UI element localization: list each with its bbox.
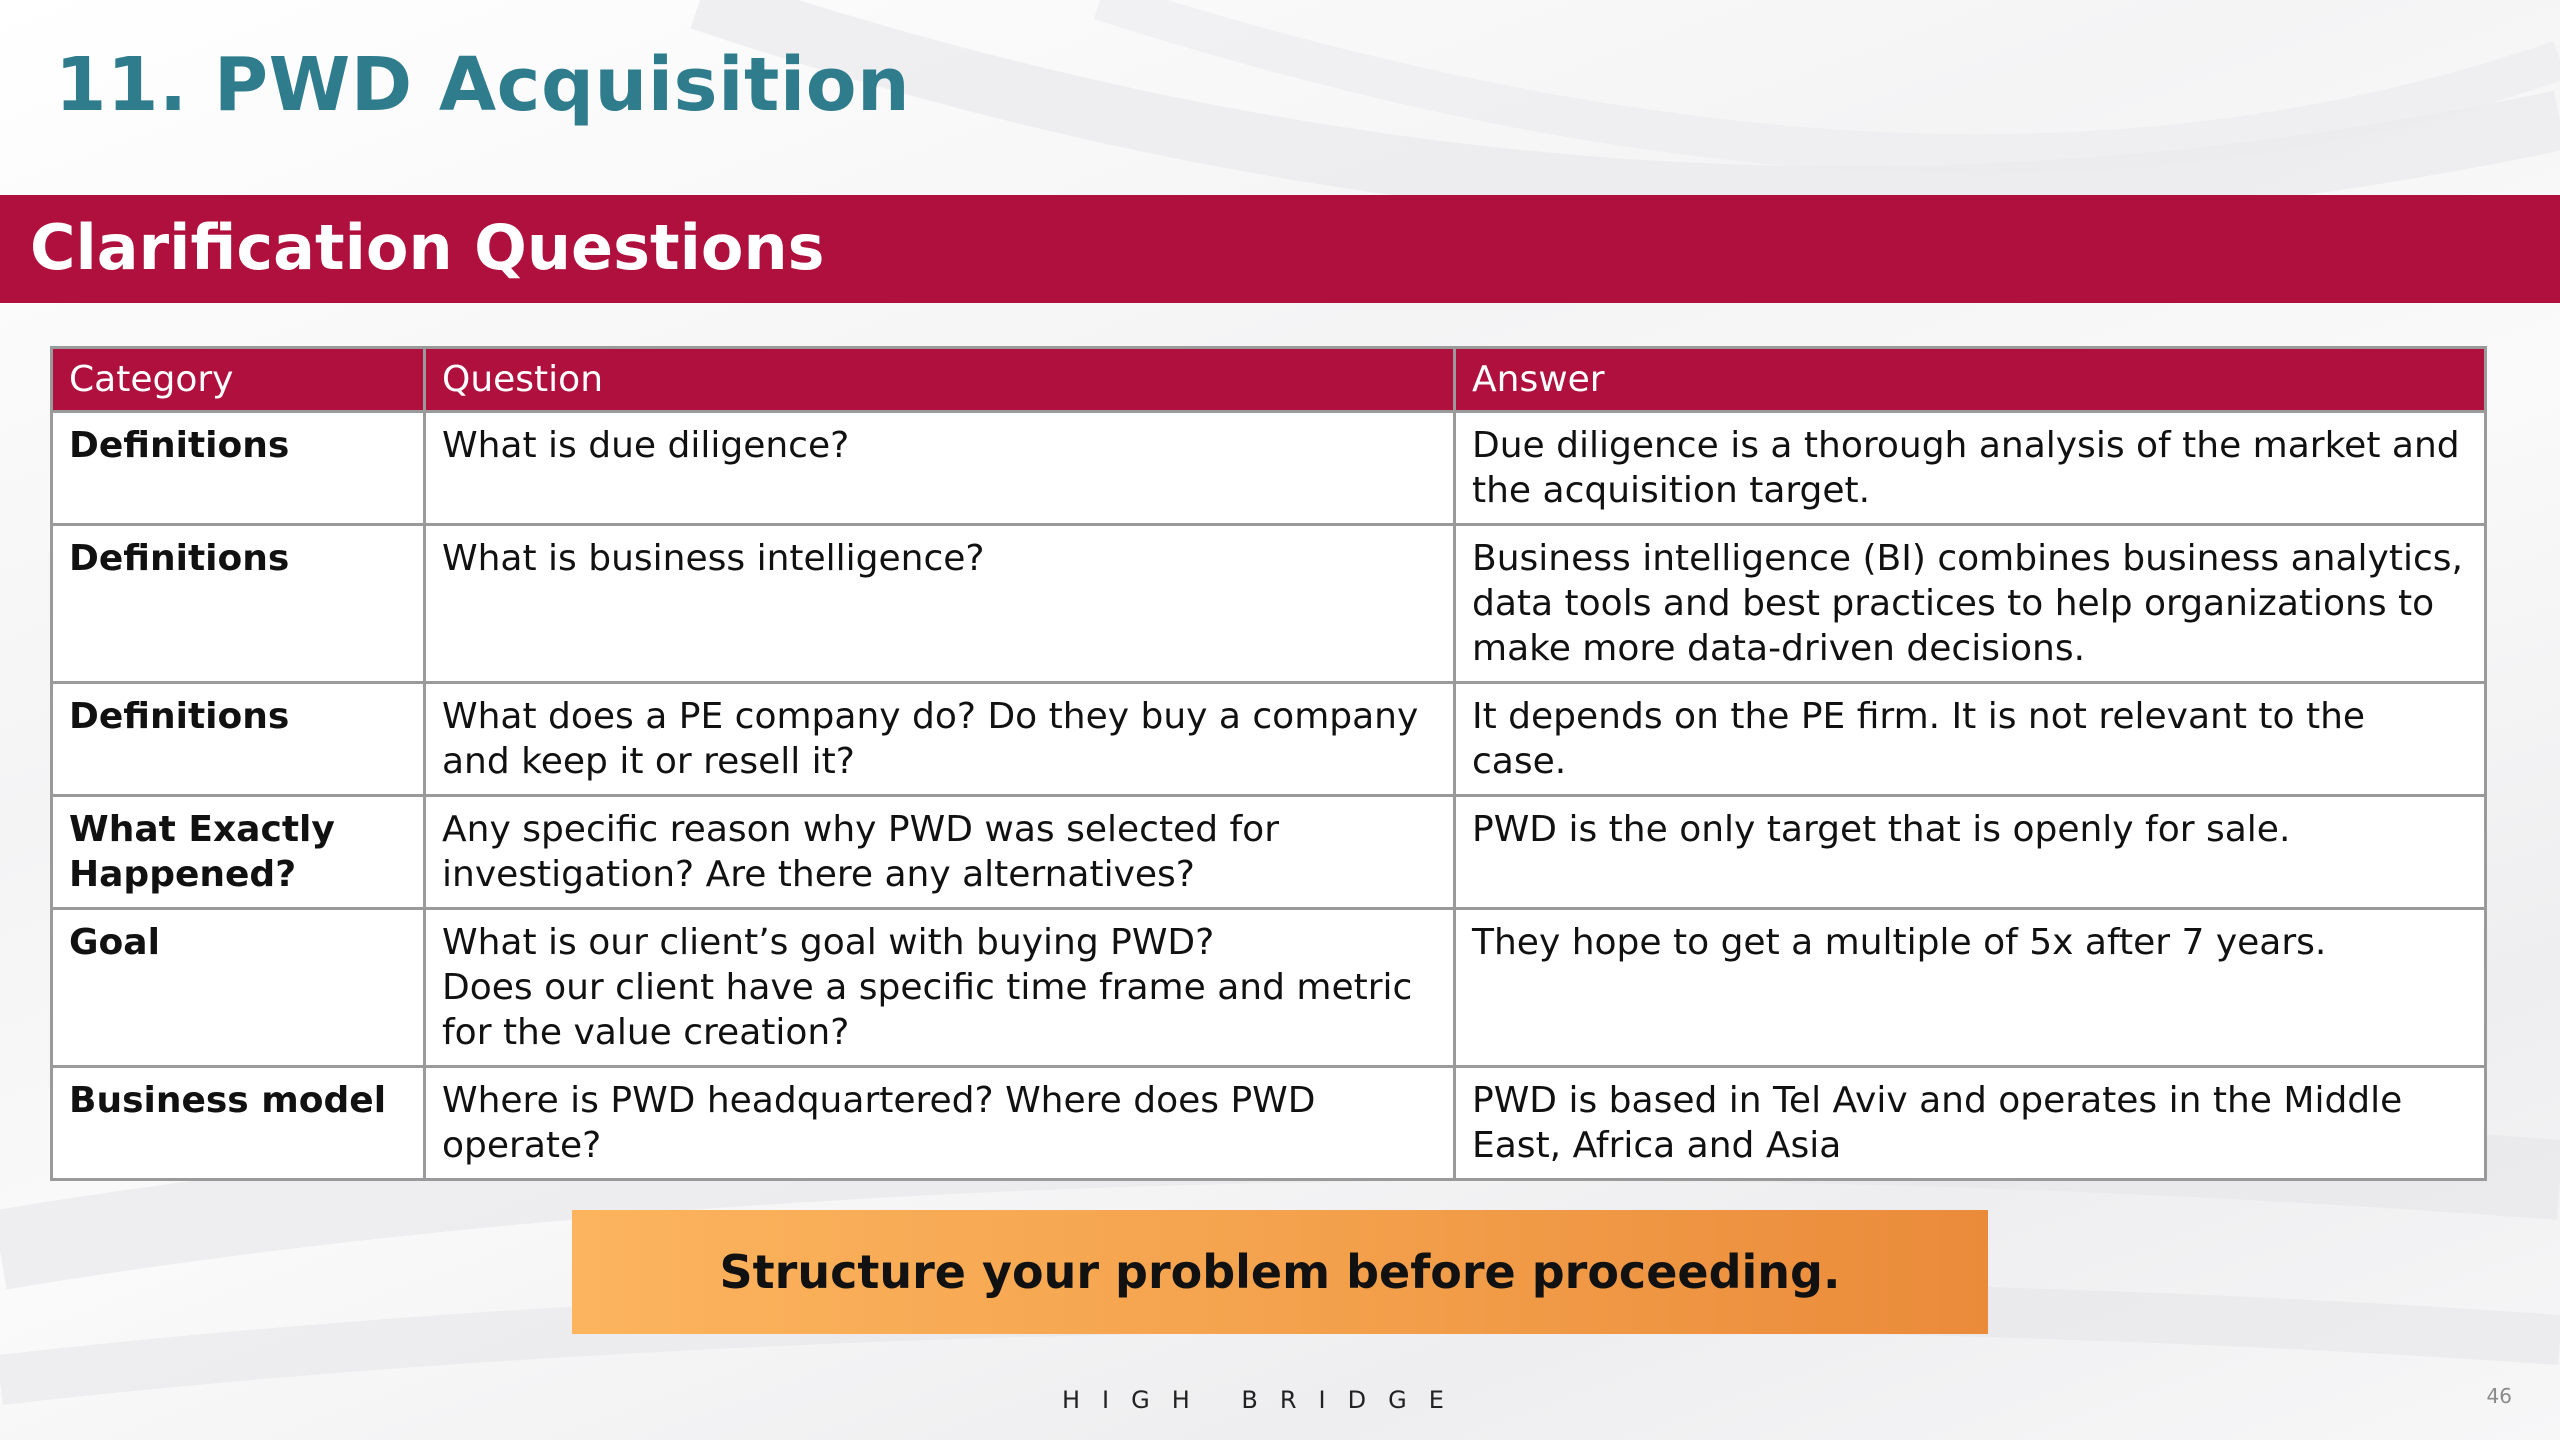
category-cell: Definitions	[52, 683, 425, 796]
table-header-row	[52, 348, 2486, 412]
callout-text: Structure your problem before proceeding.	[719, 1245, 1841, 1299]
clarification-table	[50, 346, 2487, 1181]
category-cell: Business model	[52, 1067, 425, 1180]
question-cell: What does a PE company do? Do they buy a company and keep it or resell it?	[425, 683, 1455, 796]
question-cell: What is business intelligence?	[425, 525, 1455, 683]
category-cell: Definitions	[52, 525, 425, 683]
question-cell: What is due diligence?	[425, 412, 1455, 525]
page-number: 46	[2486, 1384, 2512, 1408]
answer-cell: Due diligence is a thorough analysis of the market and the acquisition target.	[1455, 412, 2486, 525]
callout-box	[572, 1210, 1988, 1334]
section-banner	[0, 195, 2560, 303]
table-row	[52, 796, 2486, 909]
question-cell: What is our client’s goal with buying PWD? Does our client have a specific time frame and metric for the value creation?	[425, 909, 1455, 1067]
category-cell: Goal	[52, 909, 425, 1067]
answer-cell: PWD is based in Tel Aviv and operates in the Middle East, Africa and Asia	[1455, 1067, 2486, 1180]
question-cell: Any specific reason why PWD was selected for investigation? Are there any alternatives?	[425, 796, 1455, 909]
table-row	[52, 909, 2486, 1067]
table-row	[52, 683, 2486, 796]
answer-cell: Business intelligence (BI) combines business analytics, data tools and best practices to help organizations to make more data-driven decisions.	[1455, 525, 2486, 683]
banner-title: Clarification Questions	[30, 211, 825, 284]
header-question: Question	[425, 348, 1455, 412]
answer-cell: They hope to get a multiple of 5x after 7 years.	[1455, 909, 2486, 1067]
question-cell: Where is PWD headquartered? Where does PWD operate?	[425, 1067, 1455, 1180]
answer-cell: It depends on the PE firm. It is not relevant to the case.	[1455, 683, 2486, 796]
table-row	[52, 1067, 2486, 1180]
table-row	[52, 412, 2486, 525]
header-answer: Answer	[1455, 348, 2486, 412]
answer-cell: PWD is the only target that is openly for sale.	[1455, 796, 2486, 909]
category-cell: Definitions	[52, 412, 425, 525]
category-cell: What Exactly Happened?	[52, 796, 425, 909]
slide-title: 11. PWD Acquisition	[55, 42, 911, 128]
header-category: Category	[52, 348, 425, 412]
footer-brand-logo: HIGH BRIDGE	[1062, 1386, 1466, 1414]
table-row	[52, 525, 2486, 683]
